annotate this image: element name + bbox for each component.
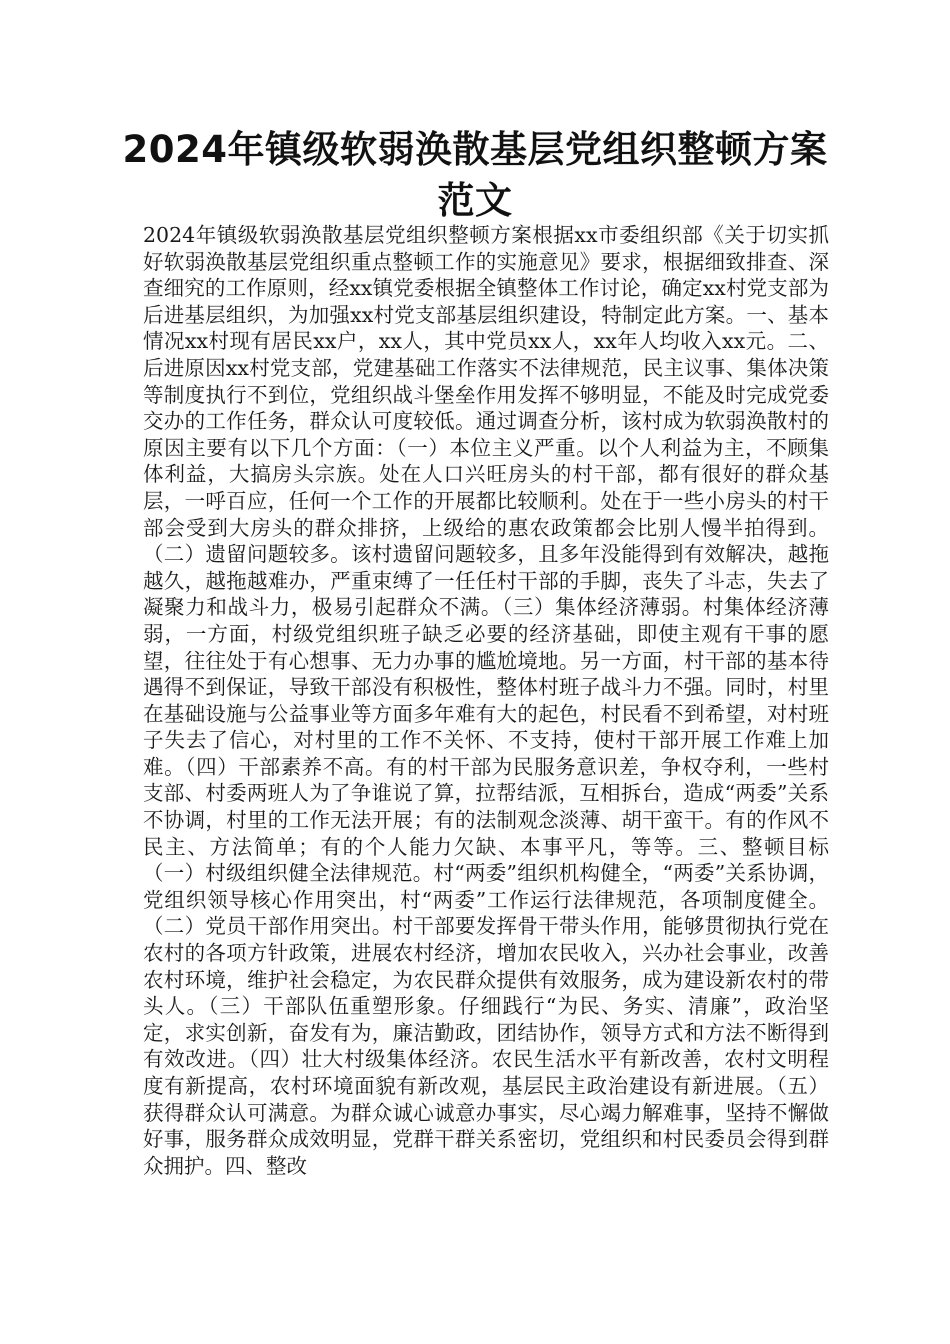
document-body-text: 2024年镇级软弱涣散基层党组织整顿方案根据xx市委组织部《关于切实抓好软弱涣散基层党组织重点整顿工作的实施意见》要求，根据细致排查、深查细究的工作原则，经xx镇党委根据全镇整体工作讨论，确定xx村党支部为后进基层组织，为加强xx村党支部基层组织建设，特制定此方案。一、基本情况xx村现有居民xx户，xx人，其中党员xx人，xx年人均收入xx元。二、后进原因xx村党支部，党建基础工作落实不法律规范，民主议事、集体决策等制度执行不到位，党组织战斗堡垒作用发挥不够明显，不能及时完成党委交办的工作任务，群众认可度较低。通过调查分析，该村成为软弱涣散村的原因主要有以下几个方面：（一）本位主义严重。以个人利益为主，不顾集体利益，大搞房头宗族。处在人口兴旺房头的村干部，都有很好的群众基层，一呼百应，任何一个工作的开展都比较顺利。处在于一些小房头的村干部会受到大房头的群众排挤，上级给的惠农政策都会比别人慢半拍得到。（二）遗留问题较多。该村遗留问题较多，且多年没能得到有效解决，越拖越久，越拖越难办，严重束缚了一任任村干部的手脚，丧失了斗志，失去了凝聚力和战斗力，极易引起群众不满。（三）集体经济薄弱。村集体经济薄弱，一方面，村级党组织班子缺乏必要的经济基础，即使主观有干事的愿望，往往处于有心想事、无力办事的尴尬境地。另一方面，村干部的基本待遇得不到保证，导致干部没有积极性，整体村班子战斗力不强。同时，村里在基础设施与公益事业等方面多年难有大的起色，村民看不到希望，对村班子失去了信心，对村里的工作不关怀、不支持，使村干部开展工作难上加难。（四）干部素养不高。有的村干部为民服务意识差，争权夺利，一些村支部、村委两班人为了争谁说了算，拉帮结派，互相拆台，造成“两委”关系不协调，村里的工作无法开展；有的法制观念淡薄、胡干蛮干。有的作风不民主、方法简单；有的个人能力欠缺、本事平凡，等等。三、整顿目标（一）村级组织健全法律规范。村“两委”组织机构健全，“两委”关系协调，党组织领导核心作用突出，村“两委”工作运行法律规范，各项制度健全。（二）党员干部作用突出。村干部要发挥骨干带头作用，能够贯彻执行党在农村的各项方针政策，进展农村经济，增加农民收入，兴办社会事业，改善农村环境，维护社会稳定，为农民群众提供有效服务，成为建设新农村的带头人。（三）干部队伍重塑形象。仔细践行“为民、务实、清廉”，政治坚定，求实创新，奋发有为，廉洁勤政，团结协作，领导方式和方法不断得到有效改进。（四）壮大村级集体经济。农民生活水平有新改善，农村文明程度有新提高，农村环境面貌有新改观，基层民主政治建设有新进展。（五）获得群众认可满意。为群众诚心诚意办事实，尽心竭力解难事，坚持不懈做好事，服务群众成效明显，党群干群关系密切，党组织和村民委员会得到群众拥护。四、整改 — [143, 223, 829, 1178]
document-title: 2024年镇级软弱涣散基层党组织整顿方案范文 — [122, 128, 828, 222]
